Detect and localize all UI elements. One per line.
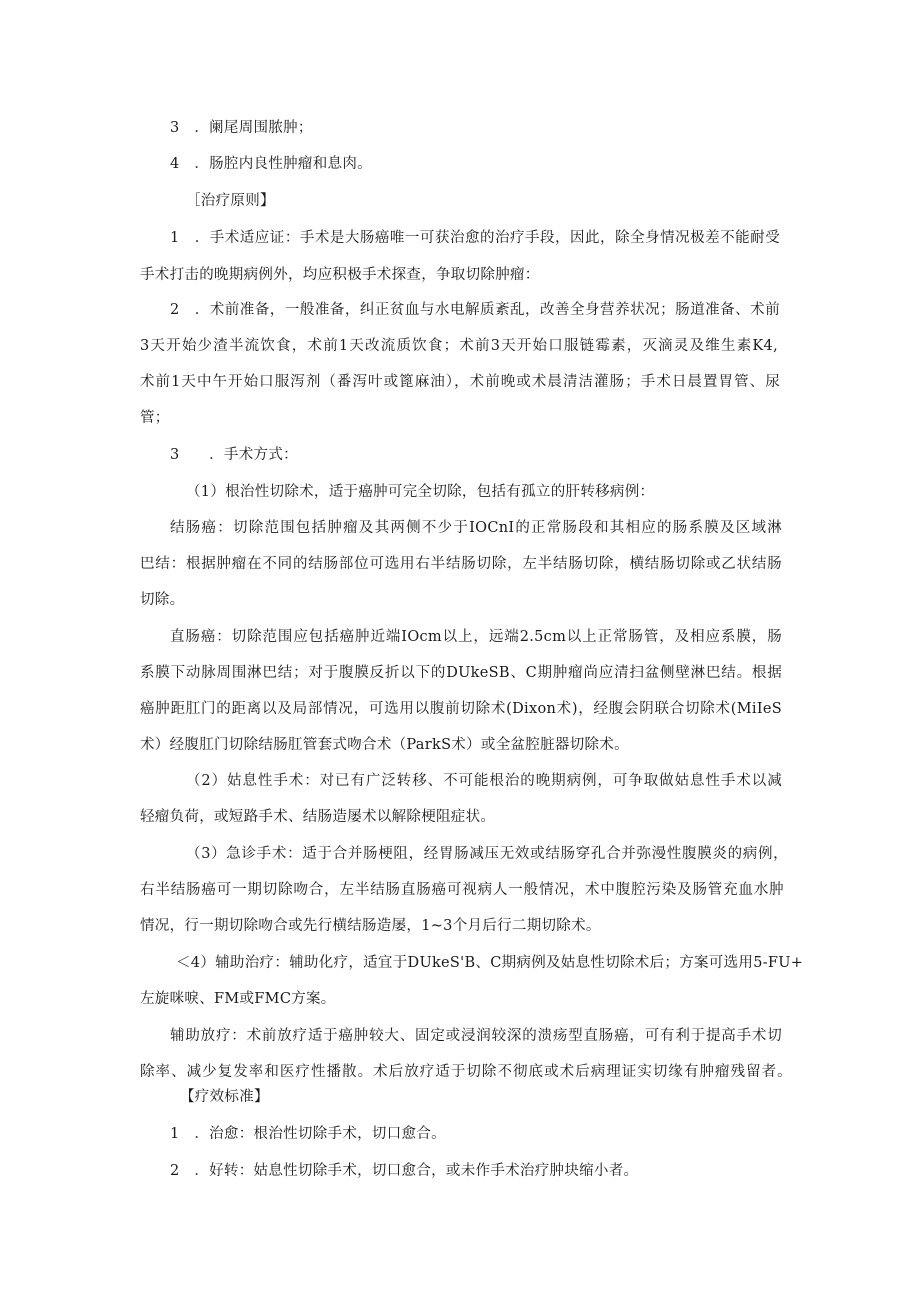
paragraph-preop-line1: 2 ．术前准备，一般准备，纠正贫血与水电解质紊乱，改善全身营养状况；肠道准备、术前 [170, 302, 780, 318]
paragraph-emergency-line3: 情况，行一期切除吻合或先行横结肠造屡，1~3个月后行二期切除术。 [140, 918, 601, 934]
paragraph-adjuvant-radio-line2: 除率、减少复发率和医疗性播散。术后放疗适于切除不彻底或术后病理证实切缘有肿瘤残留者。 [140, 1064, 792, 1080]
list-item-improved: 2 ．好转：姑息性切除手术，切口愈合，或未作手术治疗肿块缩小者。 [170, 1163, 639, 1179]
heading-efficacy-criteria: 【疗效标准】 [180, 1089, 269, 1105]
paragraph-preop-line3: 术前1天中午开始口服泻剂（番泻叶或篦麻油），术前晚或术晨清洁灌肠；手术日晨置胃管、尿 [140, 374, 780, 390]
heading-surgical-methods: 3 ．手术方式： [170, 447, 298, 463]
paragraph-adjuvant-chemo-line2: 左旋咪唳、FM或FMC方案。 [140, 991, 336, 1007]
paragraph-colon-cancer-line2: 巴结：根据肿瘤在不同的结肠部位可选用右半结肠切除，左半结肠切除，横结肠切除或乙状结肠 [140, 556, 782, 572]
paragraph-indications-line2: 手术打击的晚期病例外，均应积极手术探查，争取切除肿瘤： [140, 267, 540, 283]
heading-treatment-principles: ［治疗原则】 [186, 193, 275, 209]
paragraph-rectal-cancer-line2: 系膜下动脉周围淋巴结；对于腹膜反折以下的DUkeSB、C期肿瘤尚应清扫盆侧壁淋巴结。根据 [140, 665, 782, 681]
paragraph-colon-cancer-line1: 结肠癌：切除范围包括肿瘤及其两侧不少于IOCnI的正常肠段和其相应的肠系膜及区域淋 [170, 520, 782, 536]
paragraph-adjuvant-radio-line1: 辅助放疗：术前放疗适于癌肿较大、固定或浸润较深的溃疡型直肠癌，可有利于提高手术切 [170, 1028, 782, 1044]
paragraph-radical-resection: （1）根治性切除术，适于癌肿可完全切除，包括有孤立的肝转移病例： [186, 484, 655, 500]
paragraph-indications-line1: 1 ．手术适应证：手术是大肠癌唯一可获治愈的治疗手段，因此，除全身情况极差不能耐受 [170, 230, 780, 246]
paragraph-preop-line4: 管； [140, 410, 170, 426]
list-item-appendix-abscess: 3 ．阑尾周围脓肿； [170, 120, 313, 136]
paragraph-emergency-line1: （3）急诊手术：适于合并肠梗阻，经胃肠减压无效或结肠穿孔合并弥漫性腹膜炎的病例， [186, 846, 788, 862]
paragraph-palliative-line2: 轻瘤负荷，或短路手术、结肠造屡术以解除梗阻症状。 [140, 809, 496, 825]
list-item-benign-tumor: 4 ．肠腔内良性肿瘤和息肉。 [170, 156, 372, 172]
paragraph-emergency-line2: 右半结肠癌可一期切除吻合，左半结肠直肠癌可视病人一般情况，术中腹腔污染及肠管充血水肿 [140, 882, 784, 898]
paragraph-rectal-cancer-line3: 癌肿距肛门的距离以及局部情况，可选用以腹前切除术(Dixon术)，经腹会阴联合切除术(MiIeS [140, 701, 782, 717]
list-item-cured: 1 ．治愈：根治性切除手术，切口愈合。 [170, 1126, 446, 1142]
paragraph-rectal-cancer-line4: 术）经腹肛门切除结肠肛管套式吻合术（ParkS术）或全盆腔脏器切除术。 [140, 737, 629, 753]
paragraph-palliative-line1: （2）姑息性手术：对已有广泛转移、不可能根治的晚期病例，可争取做姑息性手术以减 [186, 773, 782, 789]
paragraph-adjuvant-chemo-line1: ＜4）辅助治疗：辅助化疗，适宜于DUkeS'B、C期病例及姑息性切除术后；方案可选用5-FU+ [176, 955, 804, 971]
paragraph-preop-line2: 3天开始少渣半流饮食，术前1天改流质饮食；术前3天开始口服链霉素，灭滴灵及维生素K4, [140, 338, 778, 354]
paragraph-colon-cancer-line3: 切除。 [140, 592, 185, 608]
paragraph-rectal-cancer-line1: 直肠癌：切除范围应包括癌肿近端IOcm以上，远端2.5cm以上正常肠管，及相应系膜，肠 [170, 629, 782, 645]
